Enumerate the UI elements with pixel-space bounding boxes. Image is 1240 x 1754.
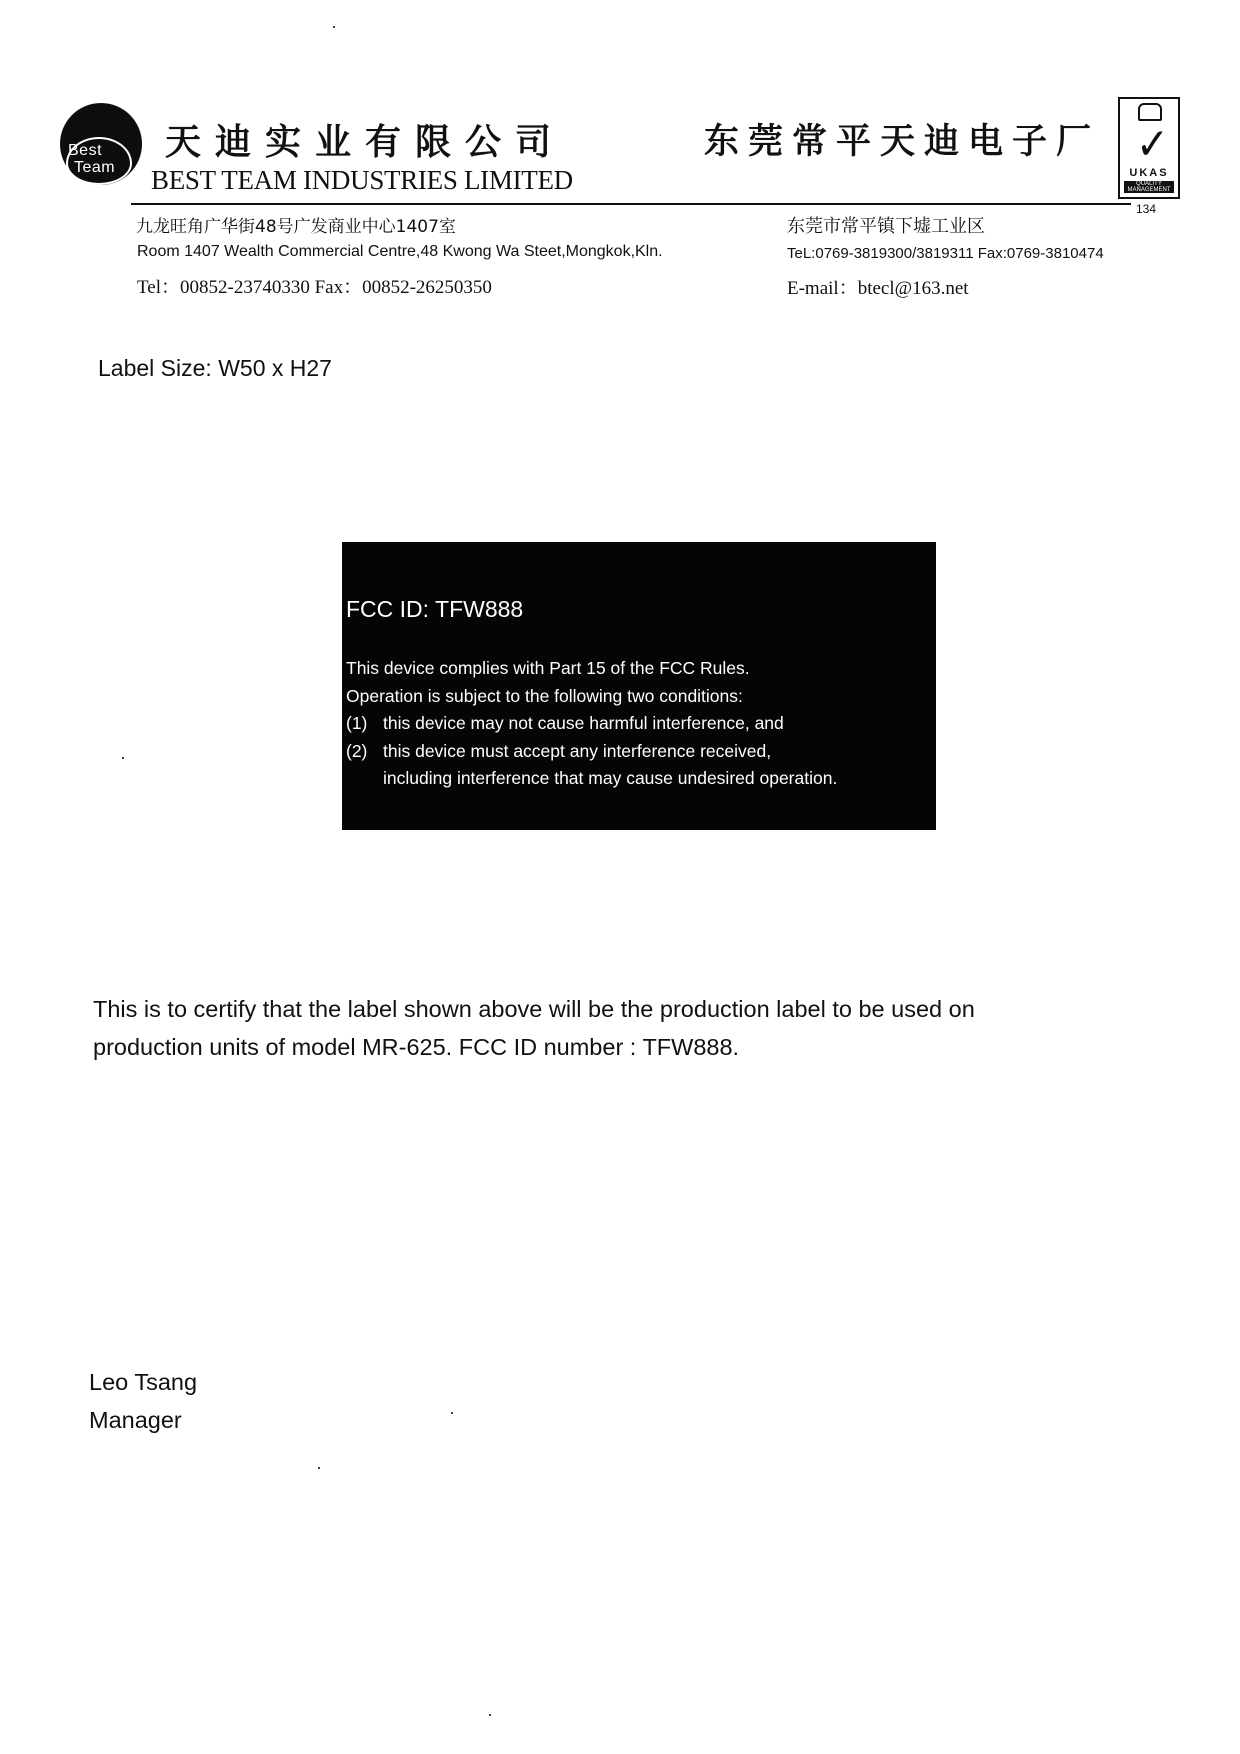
factory-tel-fax: TeL:0769-3819300/3819311 Fax:0769-3810474 [787, 245, 1104, 262]
logo-text-line1: Best [68, 142, 103, 159]
scan-speck [333, 26, 335, 28]
checkmark-icon: ✓ [1135, 120, 1170, 169]
fcc-condition-text: this device must accept any interference received, [383, 740, 772, 761]
scan-speck [318, 1467, 320, 1469]
signer-title: Manager [89, 1407, 182, 1433]
certification-statement [93, 990, 1093, 1066]
fcc-condition-number: (1) [346, 713, 368, 733]
fcc-condition-text: including interference that may cause undesired operation. [383, 768, 838, 788]
fcc-condition-1 [346, 710, 837, 738]
fcc-compliance-statement [346, 655, 837, 793]
hk-address-english: Room 1407 Wealth Commercial Centre,48 Kwong Wa Steet,Mongkok,Kln. [137, 243, 663, 260]
company-logo [60, 103, 142, 185]
signer-name: Leo Tsang [89, 1369, 198, 1395]
company-name-english: BEST TEAM INDUSTRIES LIMITED [151, 165, 573, 195]
fcc-condition-2-continued [346, 765, 837, 793]
scan-speck [122, 757, 124, 759]
fcc-condition-number: (2) [346, 740, 368, 761]
label-size-text: Label Size: W50 x H27 [98, 355, 332, 381]
hk-address-chinese: 九龙旺角广华街48号广发商业中心1407室 [136, 217, 456, 237]
ukas-mark-text: UKAS [1129, 167, 1169, 179]
crown-icon [1138, 103, 1162, 121]
fcc-condition-2 [346, 738, 837, 766]
hk-tel-fax: Tel：00852-23740330 Fax：00852-26250350 [137, 277, 492, 298]
letterhead-divider [131, 203, 1131, 205]
factory-name-chinese: 东莞常平天迪电子厂 [704, 121, 1101, 162]
ukas-mark-subtext: QUALITY MANAGEMENT [1124, 181, 1174, 193]
fcc-condition-text: this device may not cause harmful interference, and [383, 713, 784, 733]
certification-line: production units of model MR-625. FCC ID number : TFW888. [93, 1034, 740, 1060]
factory-email: E-mail：btecl@163.net [787, 278, 969, 299]
company-name-chinese: 天迪实业有限公司 [165, 121, 566, 163]
fcc-statement-line: Operation is subject to the following two conditions: [346, 685, 743, 706]
fcc-label-sample [342, 542, 936, 830]
ukas-certification-mark [1118, 97, 1180, 199]
scan-speck [489, 1714, 491, 1716]
fcc-statement-line: This device complies with Part 15 of the FCC Rules. [346, 658, 750, 678]
fcc-id-title: FCC ID: TFW888 [346, 596, 524, 622]
factory-address-chinese: 东莞市常平镇下墟工业区 [787, 216, 985, 237]
logo-text-line2: Team [74, 159, 116, 176]
ukas-mark-number: 134 [1136, 202, 1157, 216]
certification-line: This is to certify that the label shown above will be the production label to be used on [93, 996, 975, 1022]
scan-speck [451, 1412, 453, 1414]
